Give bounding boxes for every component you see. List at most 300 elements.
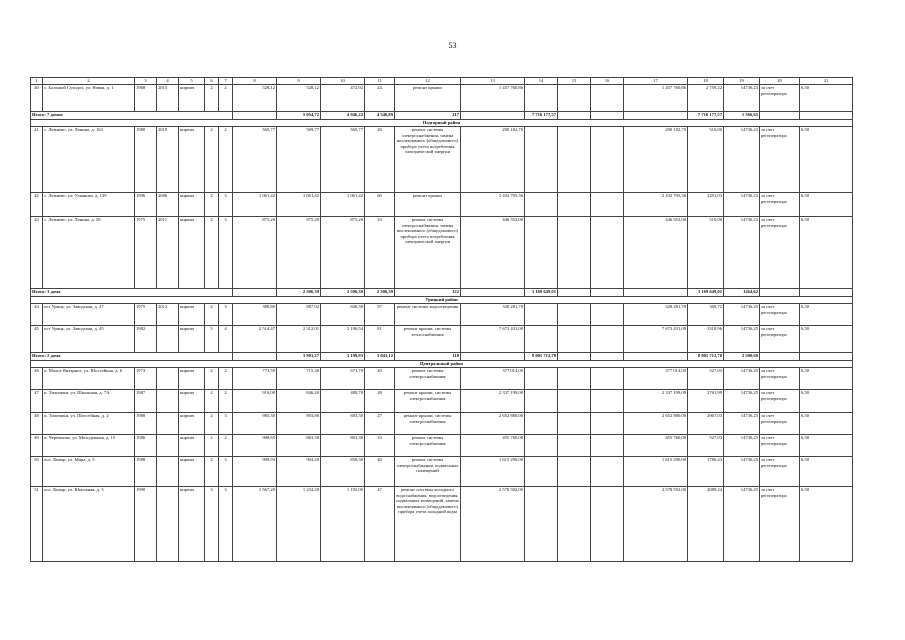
table-cell: за счет регоператора (760, 390, 800, 413)
table-cell: 863,30 (277, 435, 321, 457)
table-row (31, 326, 853, 353)
table-cell: 1786,43 (688, 457, 724, 487)
table-cell (525, 85, 558, 112)
table-cell (157, 390, 179, 413)
table-cell: 6,50 (800, 326, 853, 353)
total-cell (233, 353, 277, 361)
table-cell: 3 (219, 413, 233, 435)
table-cell: 377 014,00 (461, 368, 525, 390)
table-cell (157, 457, 179, 487)
table-cell: 1973 (135, 368, 157, 390)
table-cell: 3 (219, 304, 233, 326)
table-cell: 43 (31, 217, 43, 289)
total-cell (233, 112, 277, 120)
table-cell: ремонт системы электроснабжения, замена коллективного (общедомового) прибора учета потребления электрической энергии (395, 217, 461, 289)
table-cell: 14736,25 (724, 368, 760, 390)
table-cell: ремонт системы водоотведения (395, 304, 461, 326)
total-label: Итого: 3 дома (31, 289, 233, 297)
table-cell (525, 193, 558, 217)
table-cell: 2 432 795,36 (461, 193, 525, 217)
table-cell (591, 85, 624, 112)
table-row (31, 368, 853, 390)
table-cell: 2 432 795,36 (624, 193, 688, 217)
table-cell: 42 (31, 193, 43, 217)
table-row (31, 193, 853, 217)
table-cell (591, 390, 624, 413)
column-number: 8 (233, 78, 277, 85)
table-cell: 2 (219, 85, 233, 112)
table-cell: 715,30 (277, 368, 321, 390)
table-cell: 2 337 199,00 (461, 390, 525, 413)
table-cell: 846,20 (277, 390, 321, 413)
column-number: 13 (461, 78, 525, 85)
total-cell (800, 112, 853, 120)
table-cell: 6,50 (800, 85, 853, 112)
table-cell: п. Тиличики, ул. Школьная, д. 7А (43, 390, 135, 413)
column-number: 14 (525, 78, 558, 85)
table-cell: 846,58 (321, 304, 365, 326)
table-cell: 33 (365, 435, 395, 457)
table-cell: 3 (219, 217, 233, 289)
table-cell: 875,20 (321, 217, 365, 289)
table-cell: 24 (365, 85, 395, 112)
table-cell: 81 (365, 326, 395, 353)
table-cell: пгт Урицк, ул. Заводская, д. 27 (43, 304, 135, 326)
total-cell: 3 169 649,01 (688, 289, 724, 297)
table-cell: 2 (205, 368, 219, 390)
table-cell: 3 (205, 487, 219, 562)
table-cell: 377 014,00 (624, 368, 688, 390)
table-cell: 6,50 (800, 413, 853, 435)
table-cell: 2 196,54 (321, 326, 365, 353)
total-cell (461, 353, 525, 361)
total-row (31, 112, 853, 120)
table-cell (558, 127, 591, 193)
table-cell: 2 (205, 85, 219, 112)
table-cell: 2 (219, 435, 233, 457)
table-cell: 1 234,20 (277, 487, 321, 562)
table-cell: 2006 (157, 193, 179, 217)
table-cell: 23 (365, 217, 395, 289)
table-cell: 290 182,70 (461, 127, 525, 193)
table-cell (525, 368, 558, 390)
table-cell: 60 (365, 193, 395, 217)
table-cell: 569,77 (233, 127, 277, 193)
table-cell: 887,92 (277, 304, 321, 326)
section-title: Подгорный район (31, 120, 853, 127)
table-cell: 2 578 592,00 (461, 487, 525, 562)
table-cell: ремонт крыши (395, 193, 461, 217)
table-cell: 14736,25 (724, 390, 760, 413)
table-cell: 1988 (135, 457, 157, 487)
table-cell (525, 487, 558, 562)
table-cell: 328 281,78 (461, 304, 525, 326)
table-cell: ремонт крыши, системы теплоснабжения (395, 326, 461, 353)
table-cell: за счет регоператора (760, 85, 800, 112)
total-cell (800, 353, 853, 361)
table-cell: 7 673 431,00 (624, 326, 688, 353)
table-cell (558, 326, 591, 353)
total-cell: 2 506,39 (277, 289, 321, 297)
table-cell: 369,72 (688, 304, 724, 326)
table-cell: 48 (31, 413, 43, 435)
total-cell: 8 001 712,78 (688, 353, 724, 361)
page-number: 53 (448, 41, 457, 50)
table-cell: за счет регоператора (760, 435, 800, 457)
column-number: 21 (800, 78, 853, 85)
table-cell: 20 (365, 368, 395, 390)
table-row (31, 217, 853, 289)
column-number: 11 (365, 78, 395, 85)
table-cell (525, 390, 558, 413)
table-cell: за счет регоператора (760, 304, 800, 326)
table-cell (558, 368, 591, 390)
table-cell: 14736,23 (724, 193, 760, 217)
table-cell: 1988 (135, 413, 157, 435)
table-cell: 527,03 (688, 435, 724, 457)
table-cell: 2015 (157, 85, 179, 112)
column-number: 6 (205, 78, 219, 85)
column-number: 3 (135, 78, 157, 85)
table-cell: ремонт системы электроснабжения (395, 435, 461, 457)
table-cell: кирпич (179, 435, 205, 457)
table-cell: 569,77 (277, 127, 321, 193)
table-cell: 858,30 (321, 457, 365, 487)
table-cell: 455 760,00 (624, 435, 688, 457)
table-cell: с. Лежнево, ул. Ленина, д. 59 (43, 217, 135, 289)
table-row (31, 435, 853, 457)
table-cell: п. Малое Янтарное, ул. Шоссейная, д. 6 (43, 368, 135, 390)
total-cell: 1 566,65 (724, 112, 760, 120)
table-cell: 875,20 (233, 217, 277, 289)
column-number: 2 (43, 78, 135, 85)
table-cell: 1 192,00 (321, 487, 365, 562)
table-cell: 3318,96 (688, 326, 724, 353)
table-cell: 14736,23 (724, 85, 760, 112)
table-cell: 1990 (135, 487, 157, 562)
column-number: 19 (724, 78, 760, 85)
total-cell (624, 289, 688, 297)
table-cell: 2 312,01 (277, 326, 321, 353)
table-cell: 904,20 (277, 457, 321, 487)
table-cell: 2 (205, 413, 219, 435)
table-cell: 2 578 592,00 (624, 487, 688, 562)
table-cell: 328 281,78 (624, 304, 688, 326)
table-cell (558, 390, 591, 413)
table-cell (525, 413, 558, 435)
table-cell: 2 (205, 193, 219, 217)
table-cell: 6,50 (800, 368, 853, 390)
table-cell: за счет регоператора (760, 457, 800, 487)
table-cell (558, 217, 591, 289)
table-cell (525, 435, 558, 457)
table-cell: за счет регоператора (760, 368, 800, 390)
total-cell (624, 353, 688, 361)
column-number: 9 (277, 78, 321, 85)
table-cell: 14736,25 (724, 326, 760, 353)
total-cell (233, 289, 277, 297)
table-cell: 1 567,20 (233, 487, 277, 562)
table-cell: 41 (31, 127, 43, 193)
total-cell: 3 903,27 (277, 353, 321, 361)
table-cell (558, 85, 591, 112)
table-cell: 1 061,42 (233, 193, 277, 217)
table-cell: 6,50 (800, 193, 853, 217)
table-cell: 2967,03 (688, 413, 724, 435)
table-cell: 1 061,42 (277, 193, 321, 217)
table-cell: 2012 (157, 304, 179, 326)
table-cell: кирпич (179, 413, 205, 435)
table-cell: 40 (365, 457, 395, 487)
table-cell: 1975 (135, 304, 157, 326)
table-cell: 28 (365, 390, 395, 413)
table-cell: 1 615 290,00 (461, 457, 525, 487)
total-cell: 7 716 177,57 (688, 112, 724, 120)
total-cell: 8 001 712,78 (525, 353, 558, 361)
table-cell: 6,50 (800, 217, 853, 289)
total-cell (591, 112, 624, 120)
table-cell: с. Лежнево, ул. Ленина, д. 163 (43, 127, 135, 193)
total-cell: 1264,62 (724, 289, 760, 297)
total-cell (624, 112, 688, 120)
section-row (31, 120, 853, 127)
column-number: 1 (31, 78, 43, 85)
column-number: 18 (688, 78, 724, 85)
table-cell: кирпич (179, 304, 205, 326)
capital-repair-table (30, 77, 853, 562)
table-cell: кирпич (179, 390, 205, 413)
total-cell: 2 506,39 (365, 289, 395, 297)
table-cell: пос. Комар, ул. Мира, д. 5 (43, 457, 135, 487)
table-cell: 1980 (135, 127, 157, 193)
table-cell: 683,30 (321, 413, 365, 435)
table-cell: 7 673 431,00 (461, 326, 525, 353)
total-cell: 2 500,69 (724, 353, 760, 361)
section-title: Центральный район (31, 361, 853, 368)
table-cell (525, 457, 558, 487)
table-cell: 671,70 (321, 368, 365, 390)
table-cell: ремонт системы электроснабжения, подвальных помещений (395, 457, 461, 487)
table-cell (558, 487, 591, 562)
table-cell: 51 (31, 487, 43, 562)
total-cell: 5 054,72 (277, 112, 321, 120)
table-cell: п. Тиличики, ул. Шоссейная, д. 2 (43, 413, 135, 435)
table-cell: 44 (31, 304, 43, 326)
table-cell: 27 (365, 413, 395, 435)
table-row (31, 413, 853, 435)
table-cell (525, 326, 558, 353)
table-cell (591, 487, 624, 562)
table-cell: 875,20 (277, 217, 321, 289)
total-cell (760, 112, 800, 120)
total-cell: 118 (395, 353, 461, 361)
table-cell (157, 487, 179, 562)
column-number: 17 (624, 78, 688, 85)
section-title: Урицкий район (31, 297, 853, 304)
table-cell: 40 (31, 85, 43, 112)
table-cell: 510,00 (688, 127, 724, 193)
total-cell: 3 169 649,01 (525, 289, 558, 297)
table-cell: 2019 (157, 127, 179, 193)
table-cell: пос. Комар, ул. Школьная, д. 3 (43, 487, 135, 562)
table-cell: 290 182,70 (624, 127, 688, 193)
table-cell: 3 (219, 487, 233, 562)
table-cell: 2 (205, 435, 219, 457)
table-cell: 1 457 760,86 (624, 85, 688, 112)
table-cell (558, 457, 591, 487)
table-cell: 388,80 (233, 304, 277, 326)
table-cell: 446 352,00 (624, 217, 688, 289)
column-number: 7 (219, 78, 233, 85)
table-cell: 47 (31, 390, 43, 413)
total-cell (800, 289, 853, 297)
table-cell: кирпич (179, 217, 205, 289)
total-cell: 7 716 177,57 (525, 112, 558, 120)
table-cell (157, 326, 179, 353)
table-cell: 14736,25 (724, 413, 760, 435)
total-cell (591, 353, 624, 361)
table-cell: кирпич (179, 457, 205, 487)
table-cell: 446 352,00 (461, 217, 525, 289)
table-cell: 6,50 (800, 390, 853, 413)
total-cell (558, 289, 591, 297)
table-cell: 2 652 880,00 (624, 413, 688, 435)
section-row (31, 361, 853, 368)
table-cell: 569,77 (321, 127, 365, 193)
table-cell: кирпич (179, 487, 205, 562)
table-cell: 14736,25 (724, 435, 760, 457)
table-cell: за счет регоператора (760, 413, 800, 435)
total-cell (591, 289, 624, 297)
table-cell: 47 (365, 487, 395, 562)
table-cell: 6,50 (800, 435, 853, 457)
table-cell: пгт Урицк, ул. Заводская, д. 45 (43, 326, 135, 353)
column-number: 16 (591, 78, 624, 85)
table-cell (157, 435, 179, 457)
table-cell: за счет регоператора (760, 326, 800, 353)
table-cell: за счет регоператора (760, 487, 800, 562)
table-cell: 908,93 (233, 457, 277, 487)
table-cell: с. Лежнево, ул. Ульянова, д. 139 (43, 193, 135, 217)
table-row (31, 487, 853, 562)
table-cell: 2 (205, 304, 219, 326)
table-cell: 863,30 (321, 435, 365, 457)
table-cell: ремонт системы холодного водоснабжения, водоотведения, подвальных помещений, замена коллективного (общедомового) прибора учета холодной воды (395, 487, 461, 562)
total-cell: 3 043,12 (365, 353, 395, 361)
table-cell: 893,80 (277, 413, 321, 435)
table-cell: кирпич (179, 193, 205, 217)
table-cell: кирпич (179, 127, 205, 193)
table-cell: 2 652 880,00 (461, 413, 525, 435)
table-cell: 1987 (135, 390, 157, 413)
table-cell: 1986 (135, 435, 157, 457)
table-cell: 773,59 (233, 368, 277, 390)
total-cell (558, 353, 591, 361)
table-cell: 6,50 (800, 487, 853, 562)
column-number: 20 (760, 78, 800, 85)
table-cell: 14736,23 (724, 127, 760, 193)
column-number: 10 (321, 78, 365, 85)
table-cell (558, 193, 591, 217)
table-cell (591, 217, 624, 289)
table-cell (525, 217, 558, 289)
table-cell: 2089,24 (688, 487, 724, 562)
table-cell: 455 760,00 (461, 435, 525, 457)
total-cell (461, 112, 525, 120)
table-cell: 2291,03 (688, 193, 724, 217)
total-label: Итого: 7 домов (31, 112, 233, 120)
column-number: 4 (157, 78, 179, 85)
total-cell: 4 546,89 (365, 112, 395, 120)
table-cell: 45 (31, 326, 43, 353)
table-cell: 6,50 (800, 304, 853, 326)
table-cell: 26 (365, 127, 395, 193)
table-cell: 2 (205, 127, 219, 193)
total-cell (558, 112, 591, 120)
table-cell: п. Черемхово, ул. Молодежная, д. 15 (43, 435, 135, 457)
table-cell: 1968 (135, 85, 157, 112)
table-cell (591, 457, 624, 487)
table-cell: кирпич (179, 85, 205, 112)
table-cell: 6,50 (800, 457, 853, 487)
table-row (31, 390, 853, 413)
table-cell (591, 326, 624, 353)
total-cell: 3 199,93 (321, 353, 365, 361)
table-cell: 50 (31, 457, 43, 487)
table-row (31, 457, 853, 487)
table-cell: за счет регоператора (760, 217, 800, 289)
table-cell: 1 061,42 (321, 193, 365, 217)
total-cell (760, 289, 800, 297)
table-cell: 1 457 760,86 (461, 85, 525, 112)
table-cell: 528,12 (277, 85, 321, 112)
table-row (31, 304, 853, 326)
table-cell: 14736,25 (724, 487, 760, 562)
column-number: 12 (395, 78, 461, 85)
table-cell: за счет регоператора (760, 127, 800, 193)
table-cell: 480,70 (321, 390, 365, 413)
total-cell: 217 (395, 112, 461, 120)
column-number: 5 (179, 78, 205, 85)
table-cell: 2 (205, 217, 219, 289)
table-cell: 2 759,22 (688, 85, 724, 112)
table-cell (591, 413, 624, 435)
table-cell: ремонт крыши, системы электроснабжения (395, 390, 461, 413)
total-label: Итого: 2 дома (31, 353, 233, 361)
table-cell: 2 (219, 368, 233, 390)
table-cell: 5 (205, 326, 219, 353)
total-cell: 2 506,39 (321, 289, 365, 297)
table-row (31, 85, 853, 112)
table-cell: 14736,25 (724, 304, 760, 326)
table-cell: 37 (365, 304, 395, 326)
table-cell: 2 (219, 390, 233, 413)
table-cell: 1996 (135, 193, 157, 217)
table-cell: 14736,25 (724, 457, 760, 487)
table-cell: 3 (219, 193, 233, 217)
table-cell: 1975 (135, 217, 157, 289)
table-cell: 49 (31, 435, 43, 457)
table-cell (525, 304, 558, 326)
total-cell (461, 289, 525, 297)
table-cell: 2 337 199,00 (624, 390, 688, 413)
table-cell (591, 435, 624, 457)
table-cell: за счет регоператора (760, 193, 800, 217)
table-cell: 2 (219, 127, 233, 193)
table-cell: 527,03 (688, 368, 724, 390)
table-cell (525, 127, 558, 193)
table-cell (558, 304, 591, 326)
